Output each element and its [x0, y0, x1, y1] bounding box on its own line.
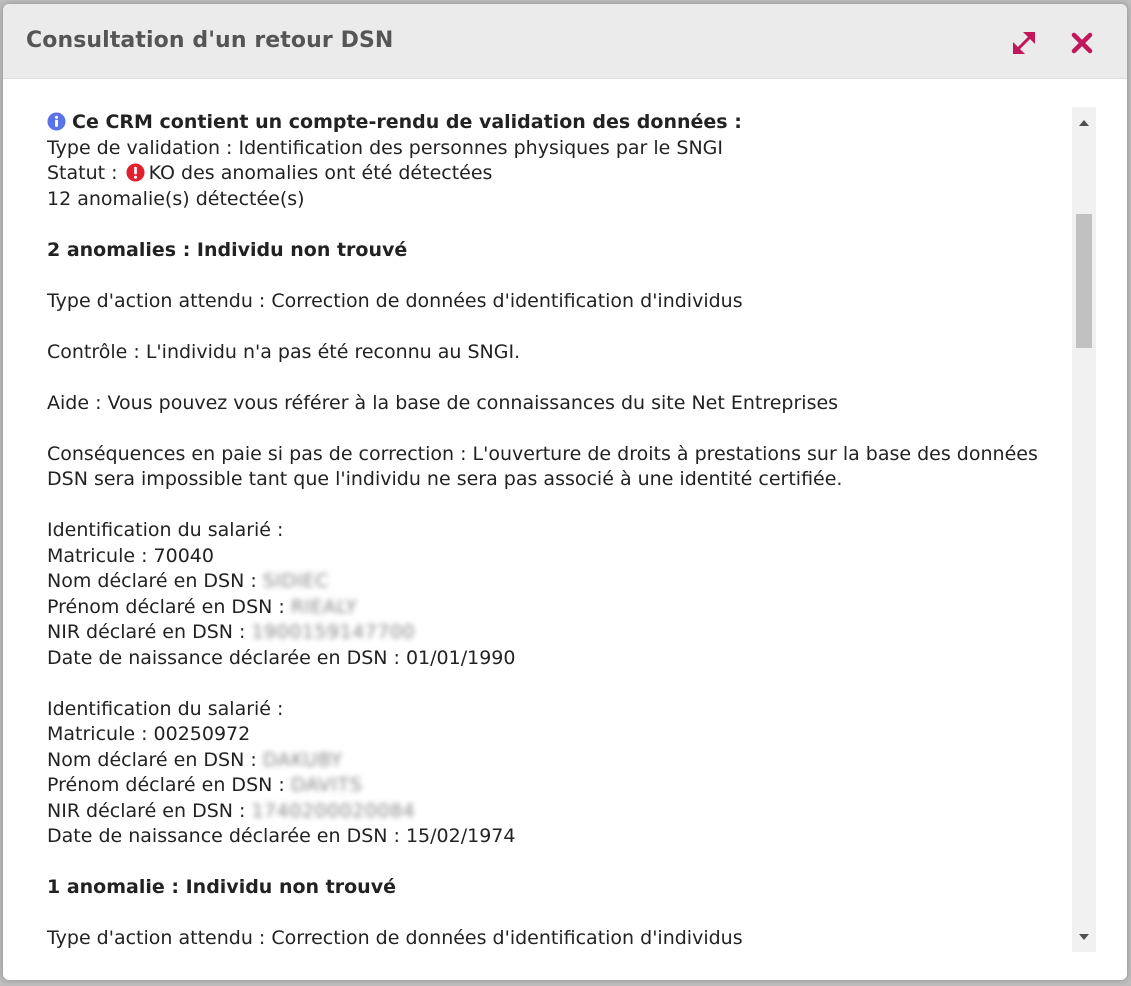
intro-title: Ce CRM contient un compte-rendu de validation des données : — [72, 111, 742, 133]
dsn-return-modal — [3, 4, 1127, 980]
employee-matricule: Matricule : 70040 — [47, 544, 214, 567]
status-label: Statut : — [47, 162, 118, 184]
section1-control: Contrôle : L'individu n'a pas été reconnu au SNGI. — [47, 340, 521, 363]
redacted-value: SIDIEC — [262, 570, 329, 592]
employee-nir: NIR déclaré en DSN : 1900159147700 — [47, 620, 1057, 646]
employee-prenom: Prénom déclaré en DSN : RIEALY — [47, 595, 1057, 621]
modal-content[interactable] — [3, 104, 1071, 952]
close-button[interactable] — [1067, 28, 1097, 58]
exclamation-circle-icon — [126, 163, 145, 182]
section2-heading: 1 anomalie : Individu non trouvé — [47, 876, 396, 898]
redacted-value: 1900159147700 — [251, 621, 416, 643]
employee-prenom: Prénom déclaré en DSN : DAVITS — [47, 773, 1057, 799]
status-line — [47, 161, 1057, 187]
scroll-up-arrow-icon[interactable] — [1072, 111, 1096, 135]
scroll-down-arrow-icon[interactable] — [1072, 925, 1096, 949]
crm-report-text — [47, 110, 1057, 952]
employee-nom: Nom déclaré en DSN : SIDIEC — [47, 569, 1057, 595]
employee-birth: Date de naissance déclarée en DSN : 15/02/1974 — [47, 825, 516, 847]
employee-nom: Nom déclaré en DSN : DAKUBY — [47, 748, 1057, 774]
modal-title: Consultation d'un retour DSN — [26, 28, 394, 53]
employee-title: Identification du salarié : — [47, 697, 284, 720]
scrollbar-thumb[interactable] — [1076, 214, 1092, 348]
section2-action: Type d'action attendu : Correction de données d'identification d'individus — [47, 927, 743, 949]
section1-help: Aide : Vous pouvez vous référer à la base de connaissances du site Net Entreprises — [47, 391, 839, 414]
employee-title: Identification du salarié : — [47, 519, 284, 541]
modal-header — [3, 4, 1127, 79]
validation-type: Type de validation : Identification des personnes physiques par le SNGI — [47, 136, 724, 159]
intro-line — [47, 110, 1057, 136]
redacted-value: 1740200020084 — [251, 799, 416, 822]
employee-block — [47, 697, 1057, 850]
redacted-value: DAVITS — [290, 774, 363, 796]
redacted-value: RIEALY — [290, 595, 358, 618]
status-text: KO des anomalies ont été détectées — [148, 162, 493, 184]
info-circle-icon — [47, 112, 66, 131]
anomaly-count: 12 anomalie(s) détectée(s) — [47, 187, 305, 210]
vertical-scrollbar[interactable] — [1072, 107, 1096, 952]
employee-nir: NIR déclaré en DSN : 1740200020084 — [47, 799, 1057, 825]
section1-heading: 2 anomalies : Individu non trouvé — [47, 238, 408, 261]
employee-block — [47, 518, 1057, 671]
employee-matricule: Matricule : 00250972 — [47, 723, 251, 745]
close-x-icon — [1067, 28, 1097, 58]
redacted-value: DAKUBY — [262, 748, 343, 771]
expand-arrows-icon — [1009, 28, 1039, 58]
section1-consequences: Conséquences en paie si pas de correction : L'ouverture de droits à prestations sur la base des données DSN sera impossible tant que l'individu ne sera pas associé à une identité certifiée. — [47, 442, 1038, 490]
section1-action: Type d'action attendu : Correction de données d'identification d'individus — [47, 289, 743, 312]
expand-button[interactable] — [1009, 28, 1039, 58]
employee-birth: Date de naissance déclarée en DSN : 01/01/1990 — [47, 646, 516, 669]
